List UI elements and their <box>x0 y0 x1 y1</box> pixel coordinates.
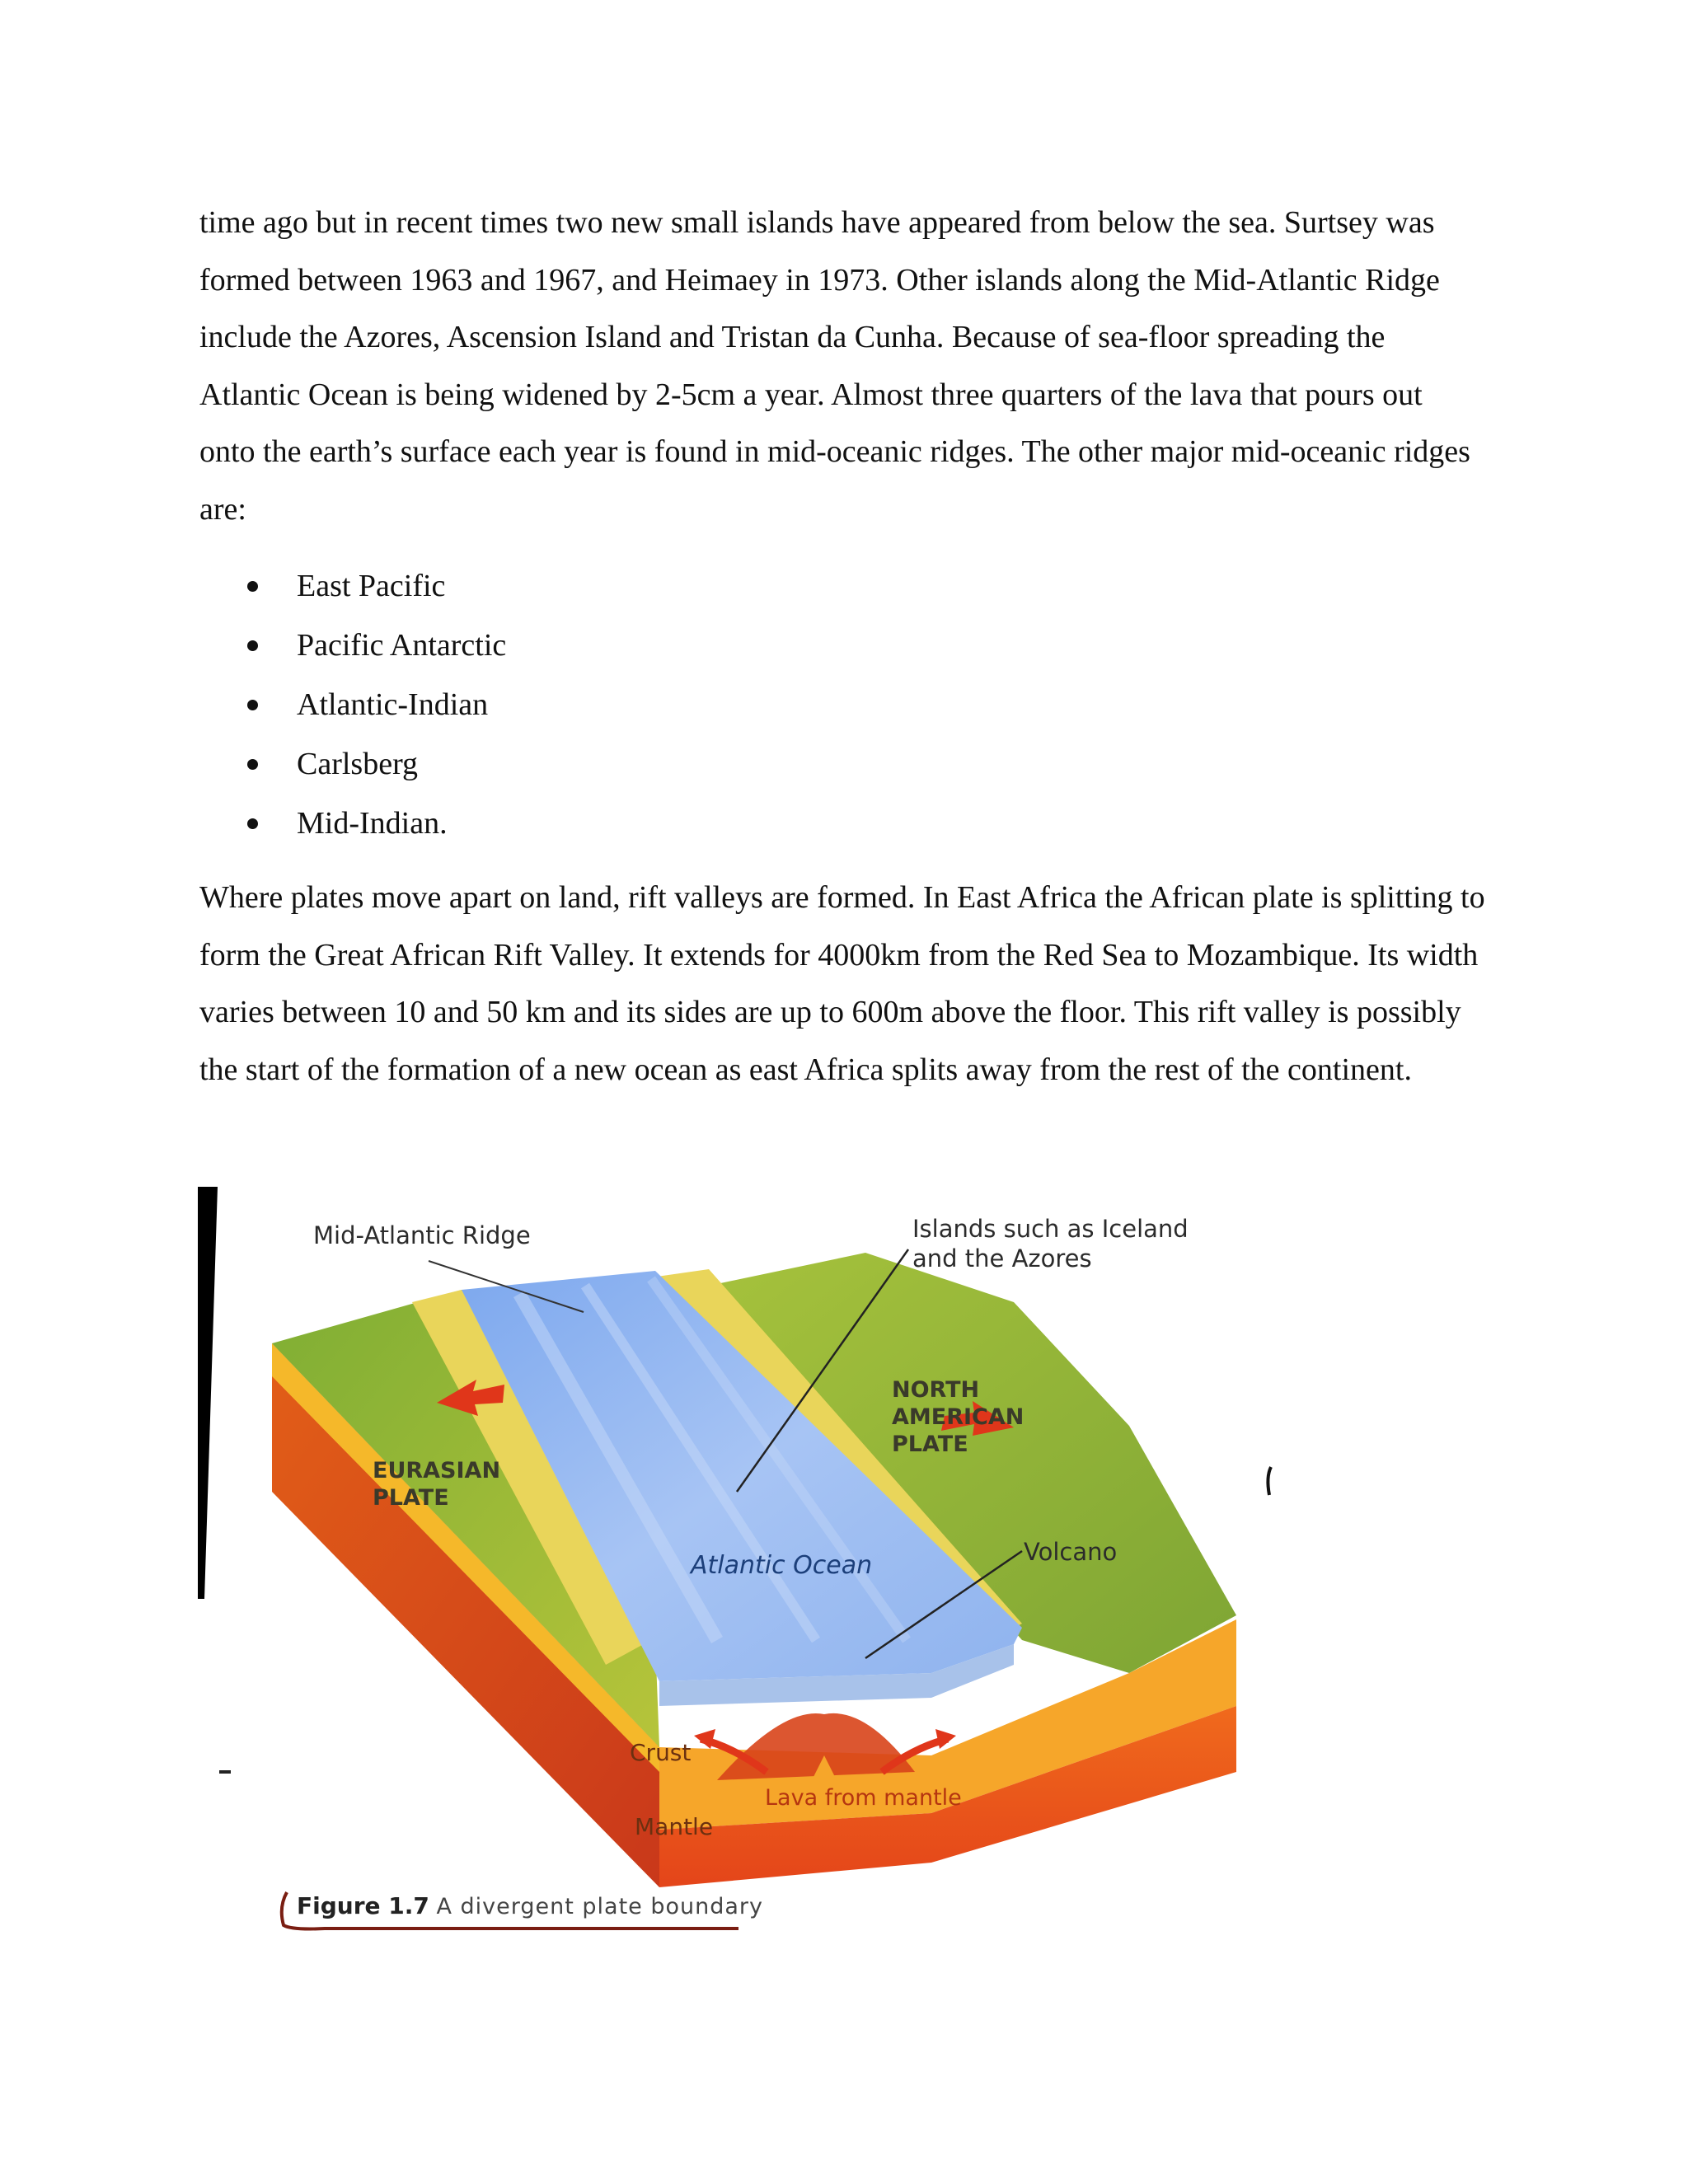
label-line: AMERICAN <box>892 1404 1025 1430</box>
bullet-icon <box>247 581 258 592</box>
list-item-label: East Pacific <box>297 569 446 603</box>
label-islands-line2: and the Azores <box>912 1244 1092 1272</box>
page-text <box>199 194 1485 1099</box>
label-crust: Crust <box>630 1739 692 1766</box>
label-mantle: Mantle <box>635 1813 714 1840</box>
label-eurasian-plate <box>373 1457 500 1511</box>
list-item <box>199 734 1485 794</box>
label-line: EURASIAN <box>373 1458 501 1483</box>
caption-number: Figure 1.7 <box>297 1892 429 1919</box>
ridge-list <box>199 556 1485 853</box>
label-islands-line1: Islands such as Iceland <box>912 1215 1189 1243</box>
bullet-icon <box>247 640 258 651</box>
paragraph-intro: time ago but in recent times two new small islands have appeared from below the sea. Surtsey was formed between 1963 and 1967, and Heimaey in 1973. Other islands along the Mid-Atlantic Ridge include the Azores, Ascension Island and Tristan da Cunha. Because of sea-floor spreading the Atlantic Ocean is being widened by 2-5cm a year. Almost three quarters of the lava that pours out onto the earth’s surface each year is found in mid-oceanic ridges. The other major mid-oceanic ridges are: <box>199 205 1470 527</box>
caption-underline <box>275 1887 742 1937</box>
list-item <box>199 675 1485 734</box>
label-north-american-plate <box>892 1376 1024 1458</box>
bullet-icon <box>247 700 258 710</box>
list-item-label: Mid-Indian. <box>297 806 448 841</box>
label-line: PLATE <box>892 1432 968 1457</box>
caption-text: A divergent plate boundary <box>436 1894 764 1919</box>
label-atlantic-ocean: Atlantic Ocean <box>691 1551 873 1580</box>
list-item <box>199 616 1485 675</box>
label-line: PLATE <box>373 1485 449 1511</box>
label-lava-from-mantle: Lava from mantle <box>765 1785 962 1811</box>
list-item-label: Pacific Antarctic <box>297 628 507 663</box>
label-mid-atlantic-ridge: Mid-Atlantic Ridge <box>313 1221 531 1249</box>
bullet-icon <box>247 818 258 829</box>
paragraph-rift-valley: Where plates move apart on land, rift valleys are formed. In East Africa the African plate is splitting to form the Great African Rift Valley. It extends for 4000km from the Red Sea to Mozambique. Its width varies between 10 and 50 km and its sides are up to 600m above the floor. This rift valley is possibly the start of the formation of a new ocean as east Africa splits away from the rest of the continent. <box>199 880 1485 1087</box>
label-volcano: Volcano <box>1024 1538 1118 1566</box>
list-item-label: Carlsberg <box>297 747 419 781</box>
list-item <box>199 794 1485 853</box>
bullet-icon <box>247 759 258 770</box>
divergent-boundary-figure <box>190 1179 1286 1945</box>
list-item <box>199 556 1485 616</box>
list-item-label: Atlantic-Indian <box>297 687 489 722</box>
label-line: NORTH <box>892 1377 980 1403</box>
